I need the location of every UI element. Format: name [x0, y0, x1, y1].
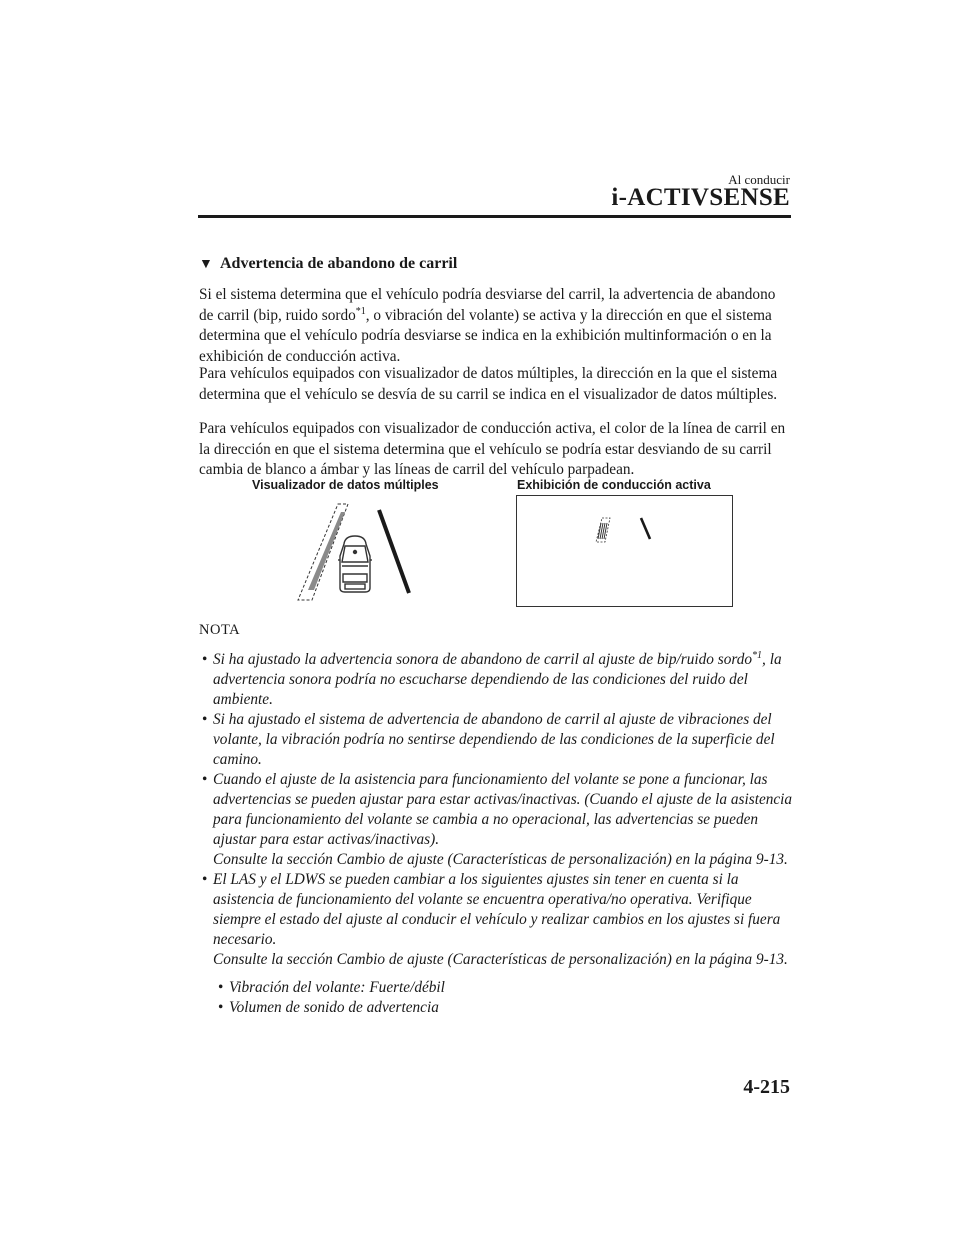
- figure-caption-active-driving-display: Exhibición de conducción activa: [517, 478, 711, 492]
- bullet-icon: •: [218, 999, 224, 1016]
- list-item: [199, 770, 799, 870]
- list-item: [199, 710, 799, 770]
- paragraph-1-text-b: , o vibración del volante) se activa y la dirección en que el sistema determina que el vehículo podría desviarse se indica en la exhibición multinformación o en la exhibición de conducción activa.: [199, 306, 772, 365]
- figure-caption-multi-display: Visualizador de datos múltiples: [252, 478, 439, 492]
- note-list: [199, 650, 799, 1018]
- paragraph-3: Para vehículos equipados con visualizador de conducción activa, el color de la línea de carril en la dirección en que el sistema determina que el vehículo se podría estar desviando de su carril cambia de blanco a ámbar y las líneas de carril del vehículo parpadean.: [199, 420, 786, 478]
- note-3-text: Cuando el ajuste de la asistencia para funcionamiento del volante se pone a funcionar, las advertencias se pueden ajustar para estar activas/inactivas. (Cuando el ajuste de la asistencia para funcionamiento del volante se cambia a no operacional, las advertencias se pueden ajustar para estar activas/inactivas).: [213, 771, 793, 848]
- section-title-text: Advertencia de abandono de carril: [219, 255, 458, 272]
- sub-list-item: [199, 998, 799, 1018]
- bullet-icon: •: [218, 979, 224, 996]
- sub-item-text: Volumen de sonido de advertencia: [229, 999, 439, 1016]
- footnote-ref: *1: [752, 649, 763, 661]
- bullet-icon: •: [202, 871, 208, 888]
- note-1-text-b: , la advertencia sonora podría no escucharse dependiendo de las condiciones del ruido del ambiente.: [213, 651, 782, 708]
- active-driving-display-illustration: [516, 495, 733, 607]
- running-header-section: Al conducir: [728, 172, 790, 187]
- page-number: 4-215: [743, 1076, 790, 1098]
- note-label: NOTA: [199, 622, 241, 638]
- multi-display-illustration: [292, 500, 422, 609]
- triangle-marker-icon: ▼: [199, 257, 213, 272]
- note-4-reference: Consulte la sección Cambio de ajuste (Características de personalización) en la página 9-13.: [213, 951, 788, 968]
- header-rule: [198, 215, 791, 218]
- note-3-reference: Consulte la sección Cambio de ajuste (Características de personalización) en la página 9-13.: [213, 851, 788, 868]
- note-4-text: El LAS y el LDWS se pueden cambiar a los siguientes ajustes sin tener en cuenta si la asistencia de funcionamiento del volante se encuentra operativa/no operativa. Verifique siempre el estado del ajuste al conducir el vehículo y realizar cambios en los ajustes si fuera necesario.: [213, 871, 781, 948]
- section-title: [199, 255, 457, 273]
- car-icon: [338, 536, 372, 592]
- bullet-icon: •: [202, 711, 208, 728]
- paragraph-2: Para vehículos equipados con visualizador de datos múltiples, la dirección en la que el sistema determina que el vehículo se desvía de su carril se indica en el visualizador de datos múltiples.: [199, 365, 778, 403]
- list-item: [199, 650, 799, 710]
- lane-right-icon: [379, 510, 409, 593]
- list-item: [199, 870, 799, 970]
- bullet-icon: •: [202, 771, 208, 788]
- sub-list: [199, 978, 799, 1018]
- note-1-text-a: Si ha ajustado la advertencia sonora de abandono de carril al ajuste de bip/ruido sordo: [213, 651, 753, 668]
- sub-list-item: [199, 978, 799, 998]
- sub-item-text: Vibración del volante: Fuerte/débil: [229, 979, 445, 996]
- lane-right-icon: [641, 518, 650, 539]
- lane-left-blinking-icon: [596, 518, 610, 542]
- note-2-text: Si ha ajustado el sistema de advertencia de abandono de carril al ajuste de vibraciones del volante, la vibración podría no sentirse dependiendo de las condiciones de la superficie del camino.: [213, 711, 775, 768]
- paragraph-1-text-a: Si el sistema determina que el vehículo podría desviarse del carril, la advertencia de abandono de carril (bip, ruido sordo: [199, 286, 776, 324]
- paragraph-1: [199, 285, 793, 367]
- running-header-chapter: i-ACTIVSENSE: [611, 184, 790, 211]
- footnote-ref: *1: [355, 305, 366, 317]
- bullet-icon: •: [202, 651, 208, 668]
